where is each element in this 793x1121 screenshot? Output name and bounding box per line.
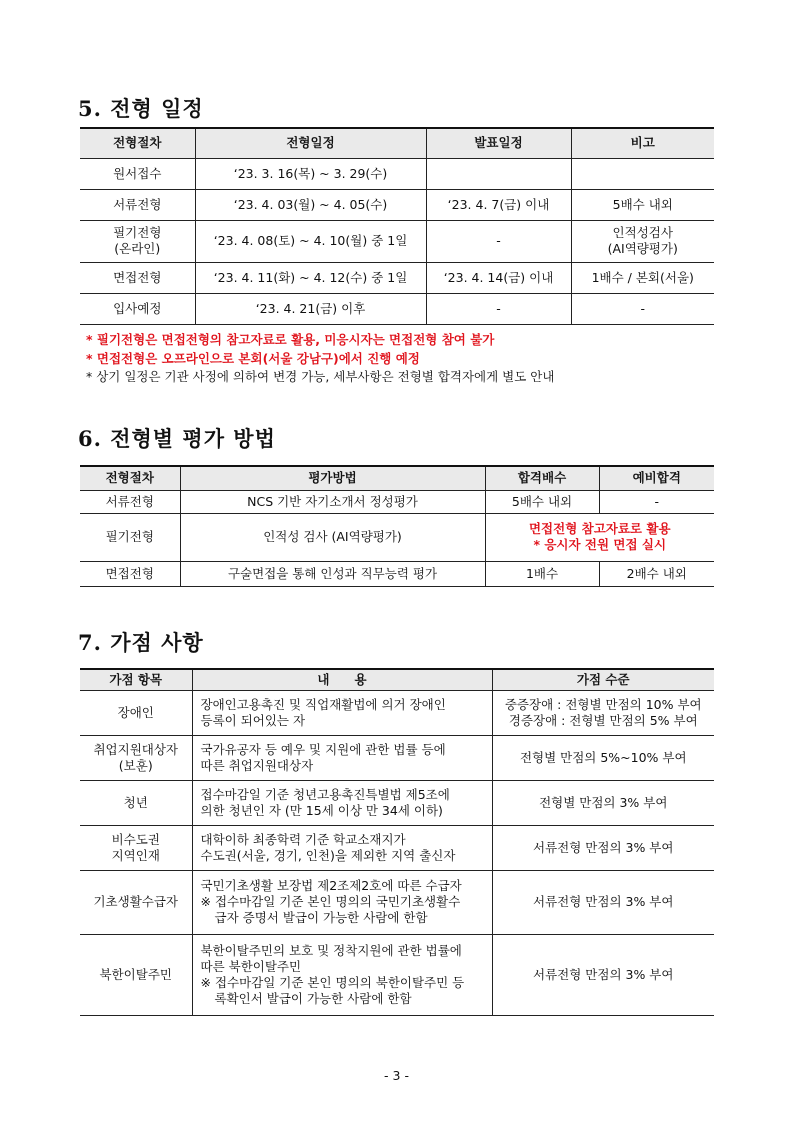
page-number: - 3 - bbox=[384, 1068, 409, 1083]
item-cell bbox=[80, 690, 192, 735]
note-cell: 5배수 내외 bbox=[571, 189, 714, 220]
level-line: 서류전형 만점의 3% 부여 bbox=[533, 894, 674, 909]
schedule-table bbox=[80, 127, 714, 325]
table-row bbox=[80, 189, 714, 220]
content-cell bbox=[192, 780, 492, 825]
method-cell: NCS 기반 자기소개서 정성평가 bbox=[180, 490, 485, 513]
table-row bbox=[80, 220, 714, 262]
merged-note-cell bbox=[485, 513, 714, 561]
note-line: * 면접전형은 오프라인으로 본회(서울 강남구)에서 진행 예정 bbox=[86, 350, 420, 366]
table-row bbox=[80, 262, 714, 293]
item-text: 비수도권 bbox=[111, 831, 160, 847]
table-row bbox=[80, 293, 714, 324]
content-line: 국민기초생활 보장법 제2조제2호에 따른 수급자 bbox=[200, 878, 462, 893]
content-line: 록확인서 발급이 가능한 사람에 한함 bbox=[214, 990, 412, 1006]
table-row bbox=[80, 561, 714, 586]
announce-cell: ‘23. 4. 7(금) 이내 bbox=[426, 189, 571, 220]
item-text: 청년 bbox=[123, 794, 148, 810]
step-cell: 입사예정 bbox=[80, 293, 195, 324]
level-line: 전형별 만점의 5%~10% 부여 bbox=[519, 749, 687, 765]
pass-cell: 1배수 bbox=[485, 561, 599, 586]
red-note-line: * 응시자 전원 면접 실시 bbox=[533, 537, 667, 552]
step-cell: 서류전형 bbox=[80, 189, 195, 220]
content-line: 의한 청년인 자 (만 15세 이상 만 34세 이하) bbox=[200, 802, 443, 818]
schedule-cell: ‘23. 4. 08(토) ~ 4. 10(월) 중 1일 bbox=[195, 220, 426, 262]
red-note-line: 면접전형 참고자료로 활용 bbox=[528, 521, 671, 536]
content-line: 급자 증명서 발급이 가능한 사람에 한함 bbox=[214, 910, 428, 925]
item-cell bbox=[80, 825, 192, 870]
level-line: 전형별 만점의 3% 부여 bbox=[539, 794, 668, 810]
step-cell bbox=[80, 220, 195, 262]
method-cell: 인적성 검사 (AI역량평가) bbox=[180, 513, 485, 561]
table-row bbox=[80, 690, 714, 735]
step-subtext: (온라인) bbox=[114, 241, 161, 256]
step-cell: 면접전형 bbox=[80, 561, 180, 586]
table-row bbox=[80, 825, 714, 870]
reserve-cell: 2배수 내외 bbox=[599, 561, 714, 586]
section-7-title: 7. 가점 사항 bbox=[78, 630, 204, 655]
announce-cell: - bbox=[426, 293, 571, 324]
section-5-title: 5. 전형 일정 bbox=[78, 96, 204, 121]
content-line: 대학이하 최종학력 기준 학교소재지가 bbox=[200, 831, 406, 847]
announce-cell: ‘23. 4. 14(금) 이내 bbox=[426, 262, 571, 293]
header-schedule: 전형일정 bbox=[195, 128, 426, 158]
note-cell: - bbox=[571, 293, 714, 324]
level-line: 경증장애 : 전형별 만점의 5% 부여 bbox=[508, 712, 698, 728]
content-cell bbox=[192, 825, 492, 870]
content-line: 북한이탈주민의 보호 및 정착지원에 관한 법률에 bbox=[200, 942, 462, 958]
bonus-table bbox=[80, 668, 714, 1016]
level-cell bbox=[492, 825, 714, 870]
note-text: 인적성검사 bbox=[612, 225, 673, 240]
note-cell bbox=[571, 220, 714, 262]
item-text: 장애인 bbox=[117, 704, 154, 720]
header-content: 내 용 bbox=[192, 669, 492, 690]
item-text: 북한이탈주민 bbox=[99, 966, 172, 982]
schedule-cell: ‘23. 4. 11(화) ~ 4. 12(수) 중 1일 bbox=[195, 262, 426, 293]
schedule-cell: ‘23. 4. 03(월) ~ 4. 05(수) bbox=[195, 189, 426, 220]
item-text: 기초생활수급자 bbox=[93, 894, 179, 909]
item-subtext: (보훈) bbox=[118, 757, 153, 773]
content-cell bbox=[192, 690, 492, 735]
content-line: 국가유공자 등 예우 및 지원에 관한 법률 등에 bbox=[200, 741, 446, 757]
table-row bbox=[80, 735, 714, 780]
step-cell: 필기전형 bbox=[80, 513, 180, 561]
level-cell bbox=[492, 780, 714, 825]
item-cell bbox=[80, 735, 192, 780]
header-step: 전형절차 bbox=[80, 466, 180, 490]
header-reserve: 예비합격 bbox=[599, 466, 714, 490]
schedule-cell: ‘23. 3. 16(목) ~ 3. 29(수) bbox=[195, 158, 426, 189]
level-cell bbox=[492, 735, 714, 780]
item-cell bbox=[80, 870, 192, 934]
content-line: 등록이 되어있는 자 bbox=[200, 712, 306, 728]
section-6-title: 6. 전형별 평가 방법 bbox=[78, 426, 276, 451]
item-cell bbox=[80, 934, 192, 1015]
note-line: * 상기 일정은 기관 사정에 의하여 변경 가능, 세부사항은 전형별 합격자에게 별도 안내 bbox=[86, 369, 555, 384]
level-cell bbox=[492, 870, 714, 934]
step-text: 필기전형 bbox=[113, 225, 162, 240]
table-row bbox=[80, 513, 714, 561]
item-subtext: 지역인재 bbox=[111, 847, 160, 863]
schedule-notes bbox=[86, 331, 554, 387]
table-row bbox=[80, 780, 714, 825]
header-step: 전형절차 bbox=[80, 128, 195, 158]
content-cell bbox=[192, 934, 492, 1015]
level-cell bbox=[492, 690, 714, 735]
header-note: 비고 bbox=[571, 128, 714, 158]
content-line: 장애인고용촉진 및 직업재활법에 의거 장애인 bbox=[200, 696, 446, 712]
note-line: * 필기전형은 면접전형의 참고자료로 활용, 미응시자는 면접전형 참여 불가 bbox=[86, 332, 495, 347]
header-level: 가점 수준 bbox=[492, 669, 714, 690]
content-line: ※ 접수마감일 기준 본인 명의의 북한이탈주민 등 bbox=[200, 974, 465, 990]
evaluation-table bbox=[80, 465, 714, 587]
item-cell bbox=[80, 780, 192, 825]
header-announce: 발표일정 bbox=[426, 128, 571, 158]
header-pass: 합격배수 bbox=[485, 466, 599, 490]
content-line: 수도권(서울, 경기, 인천)을 제외한 지역 출신자 bbox=[200, 847, 456, 863]
table-row bbox=[80, 490, 714, 513]
reserve-cell: - bbox=[599, 490, 714, 513]
header-item: 가점 항목 bbox=[80, 669, 192, 690]
level-cell bbox=[492, 934, 714, 1015]
table-row bbox=[80, 870, 714, 934]
note-cell bbox=[571, 158, 714, 189]
note-subtext: (AI역량평가) bbox=[607, 241, 678, 256]
method-cell: 구술면접을 통해 인성과 직무능력 평가 bbox=[180, 561, 485, 586]
table-row bbox=[80, 934, 714, 1015]
level-line: 서류전형 만점의 3% 부여 bbox=[533, 966, 674, 982]
step-cell: 서류전형 bbox=[80, 490, 180, 513]
pass-cell: 5배수 내외 bbox=[485, 490, 599, 513]
note-cell: 1배수 / 본회(서울) bbox=[571, 262, 714, 293]
schedule-cell: ‘23. 4. 21(금) 이후 bbox=[195, 293, 426, 324]
content-line: ※ 접수마감일 기준 본인 명의의 국민기초생활수 bbox=[200, 894, 461, 909]
content-line: 따른 북한이탈주민 bbox=[200, 958, 302, 974]
header-method: 평가방법 bbox=[180, 466, 485, 490]
item-text: 취업지원대상자 bbox=[93, 741, 179, 757]
content-cell bbox=[192, 735, 492, 780]
step-cell: 원서접수 bbox=[80, 158, 195, 189]
content-line: 접수마감일 기준 청년고용촉진특별법 제5조에 bbox=[200, 786, 450, 802]
content-cell bbox=[192, 870, 492, 934]
announce-cell: - bbox=[426, 220, 571, 262]
level-line: 서류전형 만점의 3% 부여 bbox=[533, 839, 674, 855]
table-row bbox=[80, 158, 714, 189]
content-line: 따른 취업지원대상자 bbox=[200, 757, 314, 773]
level-line: 중증장애 : 전형별 만점의 10% 부여 bbox=[504, 696, 702, 712]
announce-cell bbox=[426, 158, 571, 189]
step-cell: 면접전형 bbox=[80, 262, 195, 293]
